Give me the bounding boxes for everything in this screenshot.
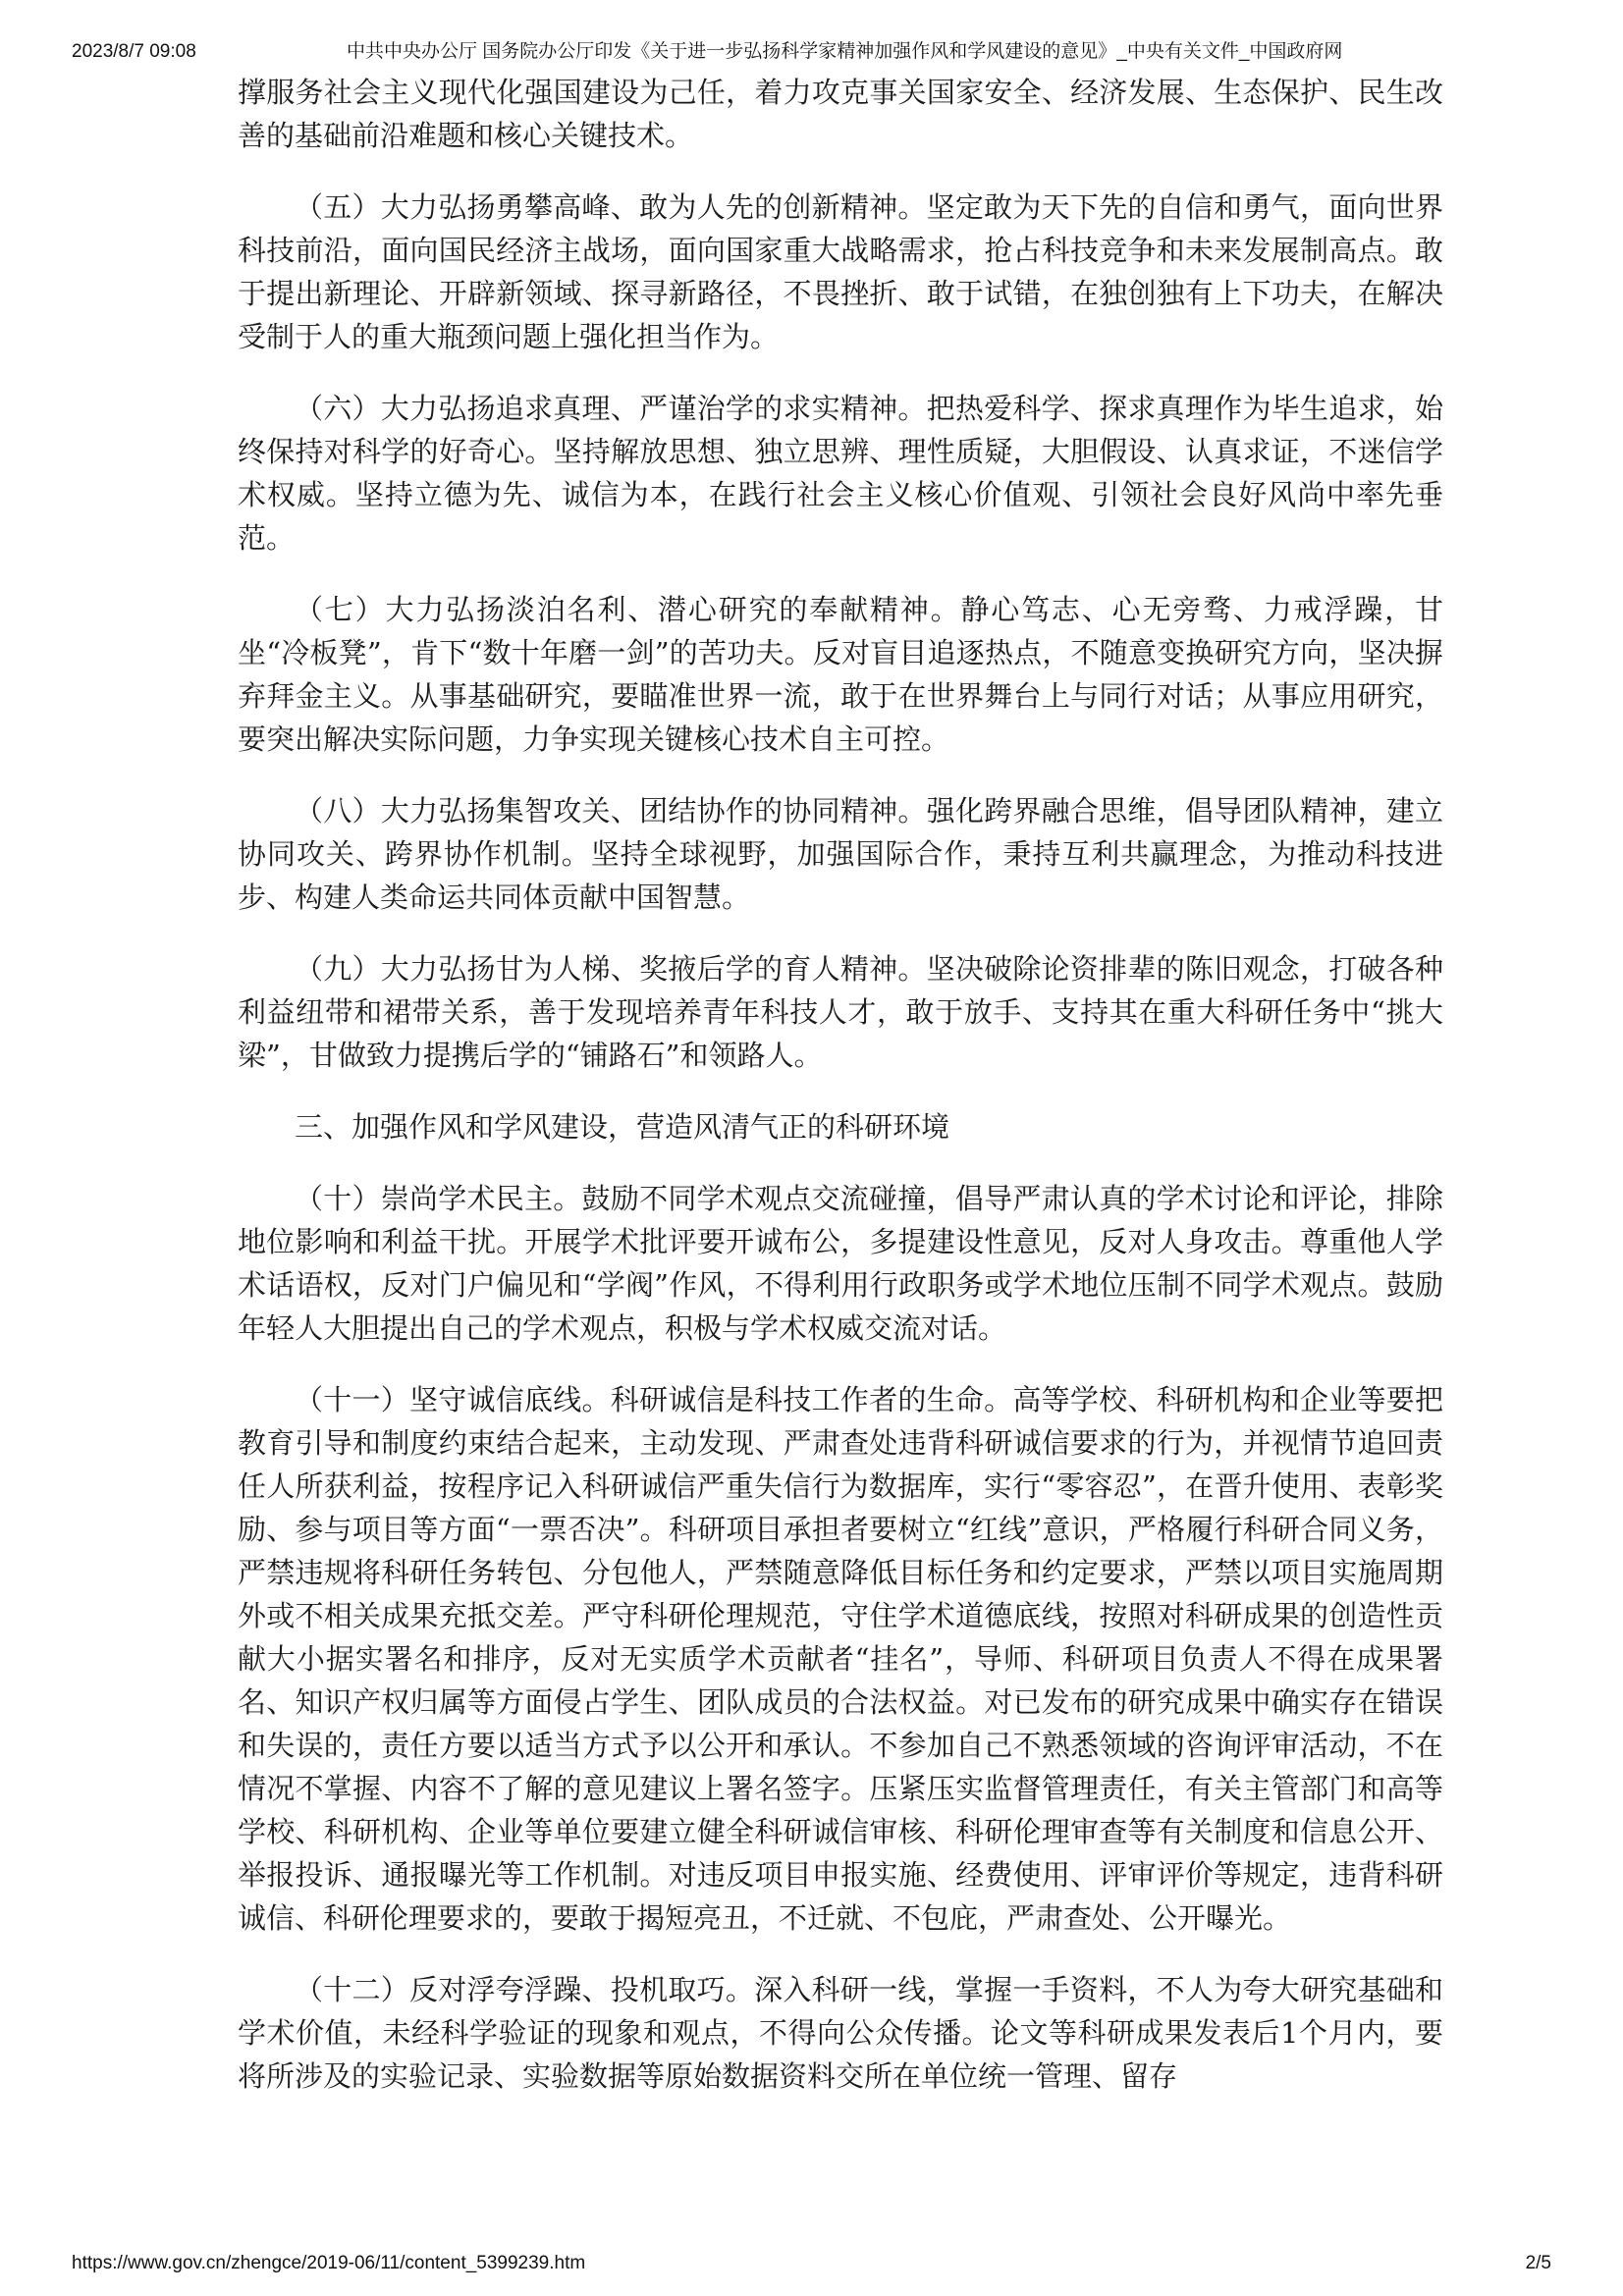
paragraph-item-11: （十一）坚守诚信底线。科研诚信是科技工作者的生命。高等学校、科研机构和企业等要把教育引导和制度约束结合起来，主动发现、严肃查处违背科研诚信要求的行为，并视情节追回责任人所获利益，按程序记入科研诚信严重失信行为数据库，实行“零容忍”，在晋升使用、表彰奖励、参与项目等方面“一票否决”。科研项目承担者要树立“红线”意识，严格履行科研合同义务，严禁违规将科研任务转包、分包他人，严禁随意降低目标任务和约定要求，严禁以项目实施周期外或不相关成果充抵交差。严守科研伦理规范，守住学术道德底线，按照对科研成果的创造性贡献大小据实署名和排序，反对无实质学术贡献者“挂名”，导师、科研项目负责人不得在成果署名、知识产权归属等方面侵占学生、团队成员的合法权益。对已发布的研究成果中确实存在错误和失误的，责任方要以适当方式予以公开和承认。不参加自己不熟悉领域的咨询评审活动，不在情况不掌握、内容不了解的意见建议上署名签字。压紧压实监督管理责任，有关主管部门和高等学校、科研机构、企业等单位要建立健全科研诚信审核、科研伦理审查等有关制度和信息公开、举报投诉、通报曝光等工作机制。对违反项目申报实施、经费使用、评审评价等规定，违背科研诚信、科研伦理要求的，要敢于揭短亮丑，不迁就、不包庇，严肃查处、公开曝光。 — [238, 1383, 1443, 1935]
print-datetime: 2023/8/7 09:08 — [72, 41, 196, 62]
print-page-url: https://www.gov.cn/zhengce/2019-06/11/content_5399239.htm — [72, 2253, 586, 2273]
page-number: 2/5 — [1525, 2253, 1551, 2273]
print-page-title: 中共中央办公厅 国务院办公厅印发《关于进一步弘扬科学家精神加强作风和学风建设的意见》_中央有关文件_中国政府网 — [347, 41, 1343, 62]
paragraph-item-7: （七）大力弘扬淡泊名利、潜心研究的奉献精神。静心笃志、心无旁骛、力戒浮躁，甘坐“冷板凳”，肯下“数十年磨一剑”的苦功夫。反对盲目追逐热点，不随意变换研究方向，坚决摒弃拜金主义。从事基础研究，要瞄准世界一流，敢于在世界舞台上与同行对话；从事应用研究，要突出解决实际问题，力争实现关键核心技术自主可控。 — [238, 593, 1443, 756]
paragraph-item-10: （十）崇尚学术民主。鼓励不同学术观点交流碰撞，倡导严肃认真的学术讨论和评论，排除地位影响和利益干扰。开展学术批评要开诚布公，多提建设性意见，反对人身攻击。尊重他人学术话语权，反对门户偏见和“学阀”作风，不得利用行政职务或学术地位压制不同学术观点。鼓励年轻人大胆提出自己的学术观点，积极与学术权威交流对话。 — [238, 1182, 1443, 1345]
print-header — [72, 37, 1525, 67]
paragraph-item-9: （九）大力弘扬甘为人梯、奖掖后学的育人精神。坚决破除论资排辈的陈旧观念，打破各种利益纽带和裙带关系，善于发现培养青年科技人才，敢于放手、支持其在重大科研任务中“挑大梁”，甘做致力提携后学的“铺路石”和领路人。 — [238, 952, 1443, 1072]
document-body — [238, 71, 1443, 2126]
paragraph-item-8: （八）大力弘扬集智攻关、团结协作的协同精神。强化跨界融合思维，倡导团队精神，建立协同攻关、跨界协作机制。坚持全球视野，加强国际合作，秉持互利共赢理念，为推动科技进步、构建人类命运共同体贡献中国智慧。 — [238, 794, 1443, 914]
paragraph-continued: 撑服务社会主义现代化强国建设为己任，着力攻克事关国家安全、经济发展、生态保护、民生改善的基础前沿难题和核心关键技术。 — [238, 76, 1443, 152]
print-footer — [72, 2249, 1551, 2278]
section-heading: 三、加强作风和学风建设，营造风清气正的科研环境 — [295, 1110, 950, 1144]
paragraph-item-6: （六）大力弘扬追求真理、严谨治学的求实精神。把热爱科学、探求真理作为毕生追求，始终保持对科学的好奇心。坚持解放思想、独立思辨、理性质疑，大胆假设、认真求证，不迷信学术权威。坚持立德为先、诚信为本，在践行社会主义核心价值观、引领社会良好风尚中率先垂范。 — [238, 392, 1443, 555]
paragraph-item-12: （十二）反对浮夸浮躁、投机取巧。深入科研一线，掌握一手资料，不人为夸大研究基础和学术价值，未经科学验证的现象和观点，不得向公众传播。论文等科研成果发表后1个月内，要将所涉及的实验记录、实验数据等原始数据资料交所在单位统一管理、留存 — [238, 1973, 1443, 2093]
paragraph-item-5: （五）大力弘扬勇攀高峰、敢为人先的创新精神。坚定敢为天下先的自信和勇气，面向世界科技前沿，面向国民经济主战场，面向国家重大战略需求，抢占科技竞争和未来发展制高点。敢于提出新理论、开辟新领域、探寻新路径，不畏挫折、敢于试错，在独创独有上下功夫，在解决受制于人的重大瓶颈问题上强化担当作为。 — [238, 190, 1443, 353]
